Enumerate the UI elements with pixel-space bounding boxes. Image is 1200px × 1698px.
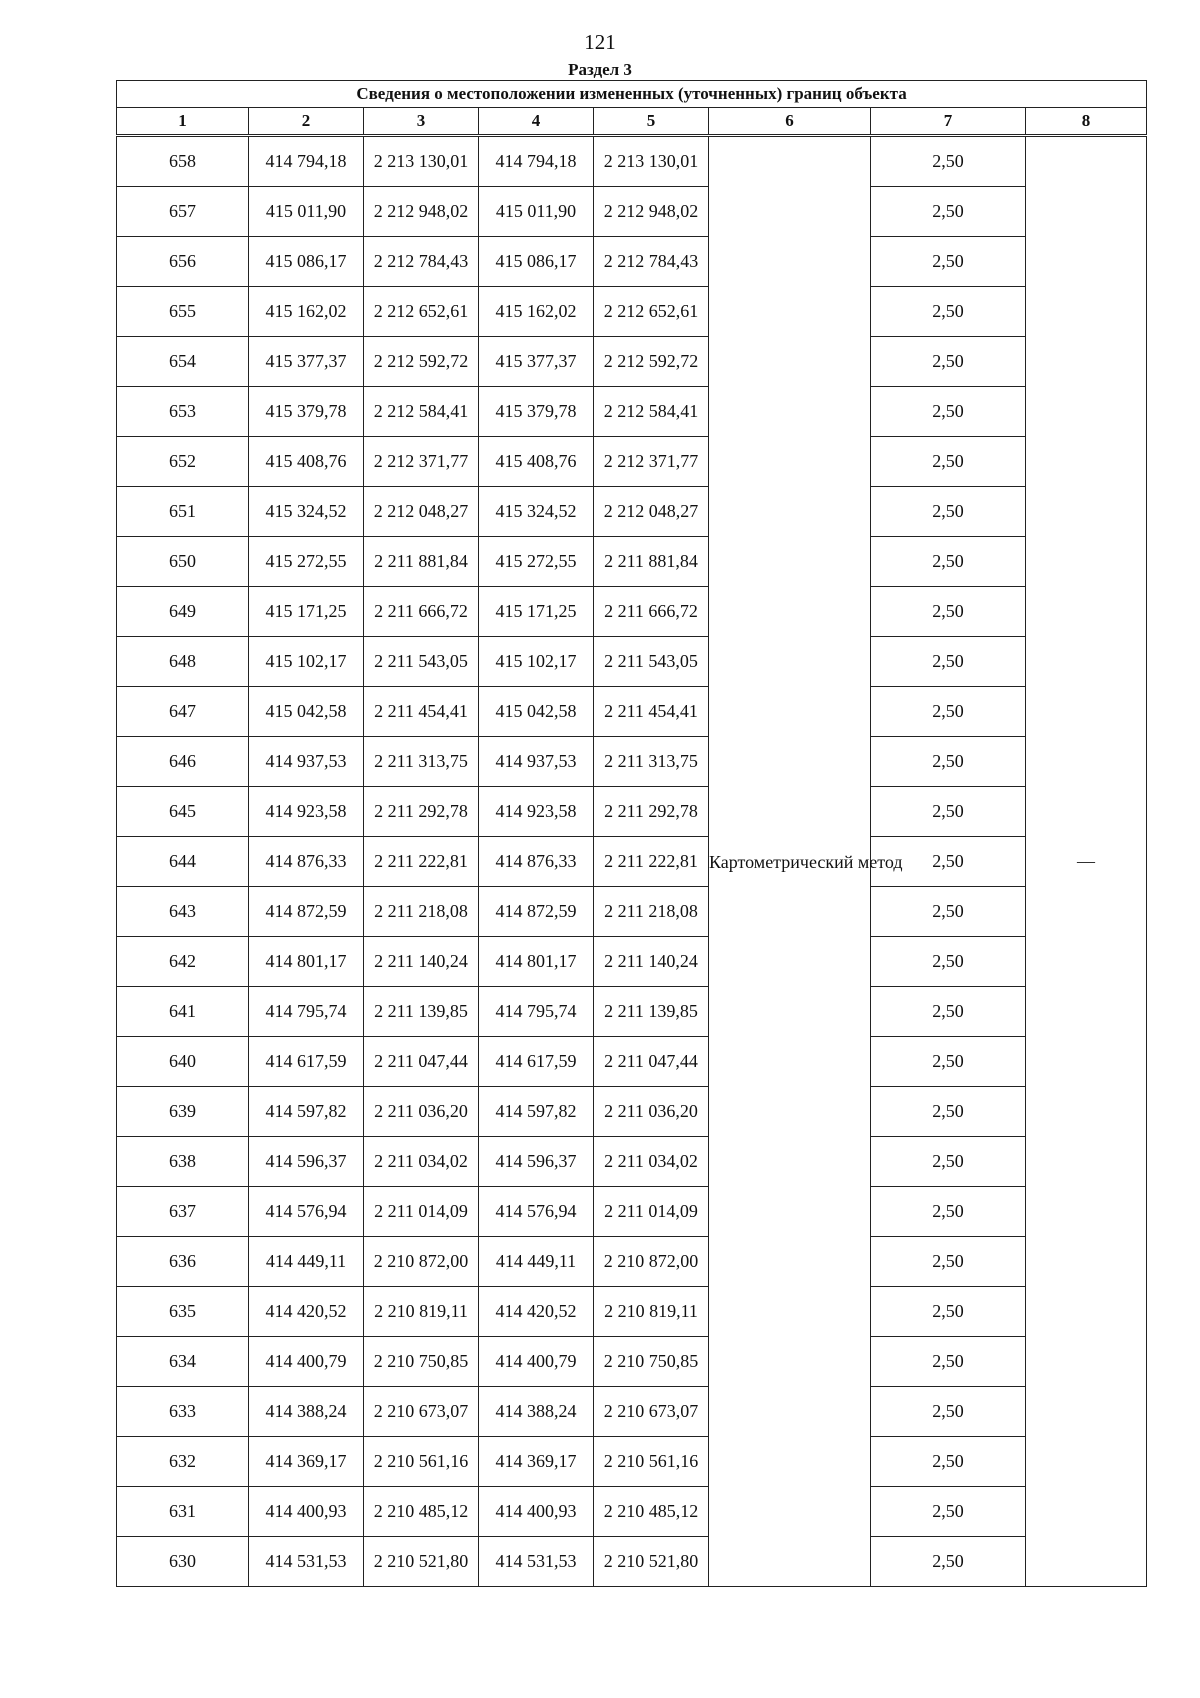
point-number-cell: 639 [117,1087,249,1137]
accuracy-cell: 2,50 [871,937,1026,987]
y-new-cell: 2 211 139,85 [594,987,709,1037]
table-row [117,1237,1147,1287]
x-old-cell: 414 420,52 [249,1287,364,1337]
page-number: 121 [584,30,616,54]
point-number-cell: 650 [117,537,249,587]
y-new-cell: 2 210 561,16 [594,1437,709,1487]
table-row [117,1137,1147,1187]
x-new-cell: 414 596,37 [479,1137,594,1187]
x-new-cell: 414 937,53 [479,737,594,787]
y-new-cell: 2 213 130,01 [594,136,709,187]
x-new-cell: 414 420,52 [479,1287,594,1337]
accuracy-cell: 2,50 [871,1237,1026,1287]
y-new-cell: 2 211 313,75 [594,737,709,787]
accuracy-cell: 2,50 [871,1437,1026,1487]
table-row [117,487,1147,537]
accuracy-cell: 2,50 [871,437,1026,487]
x-old-cell: 415 408,76 [249,437,364,487]
x-new-cell: 414 597,82 [479,1087,594,1137]
point-number-cell: 641 [117,987,249,1037]
x-new-cell: 414 576,94 [479,1187,594,1237]
accuracy-cell: 2,50 [871,987,1026,1037]
table-row [117,987,1147,1037]
x-old-cell: 414 795,74 [249,987,364,1037]
accuracy-cell: 2,50 [871,887,1026,937]
accuracy-cell: 2,50 [871,487,1026,537]
y-old-cell: 2 210 819,11 [364,1287,479,1337]
accuracy-cell: 2,50 [871,687,1026,737]
y-old-cell: 2 211 036,20 [364,1087,479,1137]
y-old-cell: 2 211 014,09 [364,1187,479,1237]
x-old-cell: 415 162,02 [249,287,364,337]
y-new-cell: 2 210 485,12 [594,1487,709,1537]
column-number: 5 [594,108,709,136]
y-old-cell: 2 211 222,81 [364,837,479,887]
table-row [117,287,1147,337]
x-old-cell: 414 801,17 [249,937,364,987]
x-new-cell: 415 408,76 [479,437,594,487]
table-row [117,737,1147,787]
y-old-cell: 2 210 872,00 [364,1237,479,1287]
point-number-cell: 635 [117,1287,249,1337]
accuracy-cell: 2,50 [871,1087,1026,1137]
point-number-cell: 631 [117,1487,249,1537]
accuracy-cell: 2,50 [871,787,1026,837]
accuracy-cell: 2,50 [871,187,1026,237]
accuracy-cell: 2,50 [871,337,1026,387]
x-old-cell: 415 377,37 [249,337,364,387]
table-caption: Сведения о местоположении измененных (уточненных) границ объекта [117,81,1147,108]
table-row [117,237,1147,287]
x-new-cell: 415 042,58 [479,687,594,737]
y-old-cell: 2 211 454,41 [364,687,479,737]
x-new-cell: 415 272,55 [479,537,594,587]
x-new-cell: 415 171,25 [479,587,594,637]
y-old-cell: 2 211 139,85 [364,987,479,1037]
x-new-cell: 414 400,93 [479,1487,594,1537]
y-old-cell: 2 212 048,27 [364,487,479,537]
x-old-cell: 414 876,33 [249,837,364,887]
column-number: 7 [871,108,1026,136]
y-new-cell: 2 212 584,41 [594,387,709,437]
point-number-cell: 649 [117,587,249,637]
x-old-cell: 415 171,25 [249,587,364,637]
table-row [117,787,1147,837]
point-number-cell: 634 [117,1337,249,1387]
y-new-cell: 2 211 036,20 [594,1087,709,1137]
y-new-cell: 2 211 222,81 [594,837,709,887]
y-old-cell: 2 213 130,01 [364,136,479,187]
y-new-cell: 2 210 750,85 [594,1337,709,1387]
table-row [117,1437,1147,1487]
accuracy-cell: 2,50 [871,1337,1026,1387]
y-old-cell: 2 211 313,75 [364,737,479,787]
table-row [117,387,1147,437]
x-new-cell: 414 872,59 [479,887,594,937]
y-new-cell: 2 212 948,02 [594,187,709,237]
column-number: 2 [249,108,364,136]
y-new-cell: 2 212 784,43 [594,237,709,287]
y-old-cell: 2 211 047,44 [364,1037,479,1087]
x-old-cell: 415 379,78 [249,387,364,437]
y-old-cell: 2 211 140,24 [364,937,479,987]
point-number-cell: 644 [117,837,249,887]
x-new-cell: 415 324,52 [479,487,594,537]
x-new-cell: 414 388,24 [479,1387,594,1437]
point-number-cell: 647 [117,687,249,737]
table-row [117,837,1147,887]
y-old-cell: 2 211 543,05 [364,637,479,687]
x-new-cell: 415 011,90 [479,187,594,237]
y-old-cell: 2 211 881,84 [364,537,479,587]
table-row [117,1337,1147,1387]
point-number-cell: 643 [117,887,249,937]
x-new-cell: 415 379,78 [479,387,594,437]
y-new-cell: 2 212 592,72 [594,337,709,387]
y-new-cell: 2 211 292,78 [594,787,709,837]
y-new-cell: 2 211 140,24 [594,937,709,987]
point-number-cell: 630 [117,1537,249,1587]
point-number-cell: 633 [117,1387,249,1437]
x-old-cell: 414 872,59 [249,887,364,937]
x-old-cell: 414 388,24 [249,1387,364,1437]
accuracy-cell: 2,50 [871,287,1026,337]
section-title: Раздел 3 [568,60,632,79]
table-row [117,1187,1147,1237]
x-new-cell: 414 400,79 [479,1337,594,1387]
y-old-cell: 2 211 218,08 [364,887,479,937]
x-old-cell: 414 596,37 [249,1137,364,1187]
y-old-cell: 2 210 673,07 [364,1387,479,1437]
accuracy-cell: 2,50 [871,1037,1026,1087]
table-row [117,337,1147,387]
table-row [117,1287,1147,1337]
method-cell: Картометрический метод [709,136,871,1587]
accuracy-cell: 2,50 [871,387,1026,437]
point-number-cell: 658 [117,136,249,187]
y-old-cell: 2 212 592,72 [364,337,479,387]
table-row [117,1537,1147,1587]
x-new-cell: 415 086,17 [479,237,594,287]
y-old-cell: 2 212 584,41 [364,387,479,437]
x-old-cell: 415 102,17 [249,637,364,687]
y-old-cell: 2 210 485,12 [364,1487,479,1537]
x-old-cell: 415 324,52 [249,487,364,537]
table-row [117,1387,1147,1437]
y-new-cell: 2 210 521,80 [594,1537,709,1587]
table-row [117,687,1147,737]
point-number-cell: 638 [117,1137,249,1187]
accuracy-cell: 2,50 [871,237,1026,287]
column-number-row [117,108,1147,136]
y-old-cell: 2 212 371,77 [364,437,479,487]
y-old-cell: 2 212 652,61 [364,287,479,337]
accuracy-cell: 2,50 [871,537,1026,587]
y-new-cell: 2 212 371,77 [594,437,709,487]
point-number-cell: 654 [117,337,249,387]
y-new-cell: 2 211 881,84 [594,537,709,587]
y-new-cell: 2 212 652,61 [594,287,709,337]
point-number-cell: 655 [117,287,249,337]
y-old-cell: 2 211 666,72 [364,587,479,637]
x-new-cell: 414 531,53 [479,1537,594,1587]
x-old-cell: 415 042,58 [249,687,364,737]
point-number-cell: 632 [117,1437,249,1487]
table-row [117,587,1147,637]
column-number: 3 [364,108,479,136]
x-new-cell: 415 377,37 [479,337,594,387]
x-old-cell: 415 086,17 [249,237,364,287]
point-number-cell: 652 [117,437,249,487]
column-number: 8 [1026,108,1147,136]
x-old-cell: 414 531,53 [249,1537,364,1587]
x-old-cell: 414 597,82 [249,1087,364,1137]
x-old-cell: 414 400,93 [249,1487,364,1537]
x-new-cell: 414 369,17 [479,1437,594,1487]
x-old-cell: 414 369,17 [249,1437,364,1487]
table-row [117,637,1147,687]
x-new-cell: 414 923,58 [479,787,594,837]
y-new-cell: 2 211 014,09 [594,1187,709,1237]
table-body [117,136,1147,1587]
x-new-cell: 414 801,17 [479,937,594,987]
x-old-cell: 415 272,55 [249,537,364,587]
y-new-cell: 2 210 872,00 [594,1237,709,1287]
accuracy-cell: 2,50 [871,136,1026,187]
x-old-cell: 415 011,90 [249,187,364,237]
y-new-cell: 2 211 454,41 [594,687,709,737]
y-new-cell: 2 211 047,44 [594,1037,709,1087]
point-number-cell: 648 [117,637,249,687]
x-new-cell: 414 876,33 [479,837,594,887]
y-new-cell: 2 212 048,27 [594,487,709,537]
x-old-cell: 414 937,53 [249,737,364,787]
point-number-cell: 646 [117,737,249,787]
note-cell: — [1026,136,1147,1587]
point-number-cell: 642 [117,937,249,987]
y-new-cell: 2 211 218,08 [594,887,709,937]
y-old-cell: 2 212 948,02 [364,187,479,237]
y-old-cell: 2 212 784,43 [364,237,479,287]
x-old-cell: 414 617,59 [249,1037,364,1087]
point-number-cell: 656 [117,237,249,287]
table-row [117,1087,1147,1137]
x-old-cell: 414 794,18 [249,136,364,187]
accuracy-cell: 2,50 [871,837,1026,887]
y-old-cell: 2 211 292,78 [364,787,479,837]
accuracy-cell: 2,50 [871,1487,1026,1537]
accuracy-cell: 2,50 [871,587,1026,637]
point-number-cell: 653 [117,387,249,437]
y-new-cell: 2 211 666,72 [594,587,709,637]
table-row [117,937,1147,987]
y-new-cell: 2 211 543,05 [594,637,709,687]
accuracy-cell: 2,50 [871,737,1026,787]
y-old-cell: 2 210 561,16 [364,1437,479,1487]
accuracy-cell: 2,50 [871,1537,1026,1587]
point-number-cell: 657 [117,187,249,237]
accuracy-cell: 2,50 [871,1287,1026,1337]
point-number-cell: 651 [117,487,249,537]
x-old-cell: 414 576,94 [249,1187,364,1237]
x-new-cell: 415 102,17 [479,637,594,687]
x-old-cell: 414 400,79 [249,1337,364,1387]
column-number: 4 [479,108,594,136]
x-new-cell: 414 794,18 [479,136,594,187]
y-new-cell: 2 210 819,11 [594,1287,709,1337]
table-row [117,187,1147,237]
table-row [117,537,1147,587]
x-new-cell: 415 162,02 [479,287,594,337]
x-new-cell: 414 617,59 [479,1037,594,1087]
column-number: 6 [709,108,871,136]
x-new-cell: 414 795,74 [479,987,594,1037]
y-new-cell: 2 211 034,02 [594,1137,709,1187]
accuracy-cell: 2,50 [871,1187,1026,1237]
point-number-cell: 640 [117,1037,249,1087]
point-number-cell: 637 [117,1187,249,1237]
x-new-cell: 414 449,11 [479,1237,594,1287]
point-number-cell: 636 [117,1237,249,1287]
table-row [117,887,1147,937]
y-old-cell: 2 210 521,80 [364,1537,479,1587]
table-row [117,1487,1147,1537]
y-old-cell: 2 210 750,85 [364,1337,479,1387]
y-new-cell: 2 210 673,07 [594,1387,709,1437]
accuracy-cell: 2,50 [871,1137,1026,1187]
point-number-cell: 645 [117,787,249,837]
table-row [117,437,1147,487]
accuracy-cell: 2,50 [871,1387,1026,1437]
x-old-cell: 414 449,11 [249,1237,364,1287]
coordinates-table [116,80,1147,1587]
table-row [117,1037,1147,1087]
table-row [117,136,1147,187]
column-number: 1 [117,108,249,136]
x-old-cell: 414 923,58 [249,787,364,837]
y-old-cell: 2 211 034,02 [364,1137,479,1187]
accuracy-cell: 2,50 [871,637,1026,687]
